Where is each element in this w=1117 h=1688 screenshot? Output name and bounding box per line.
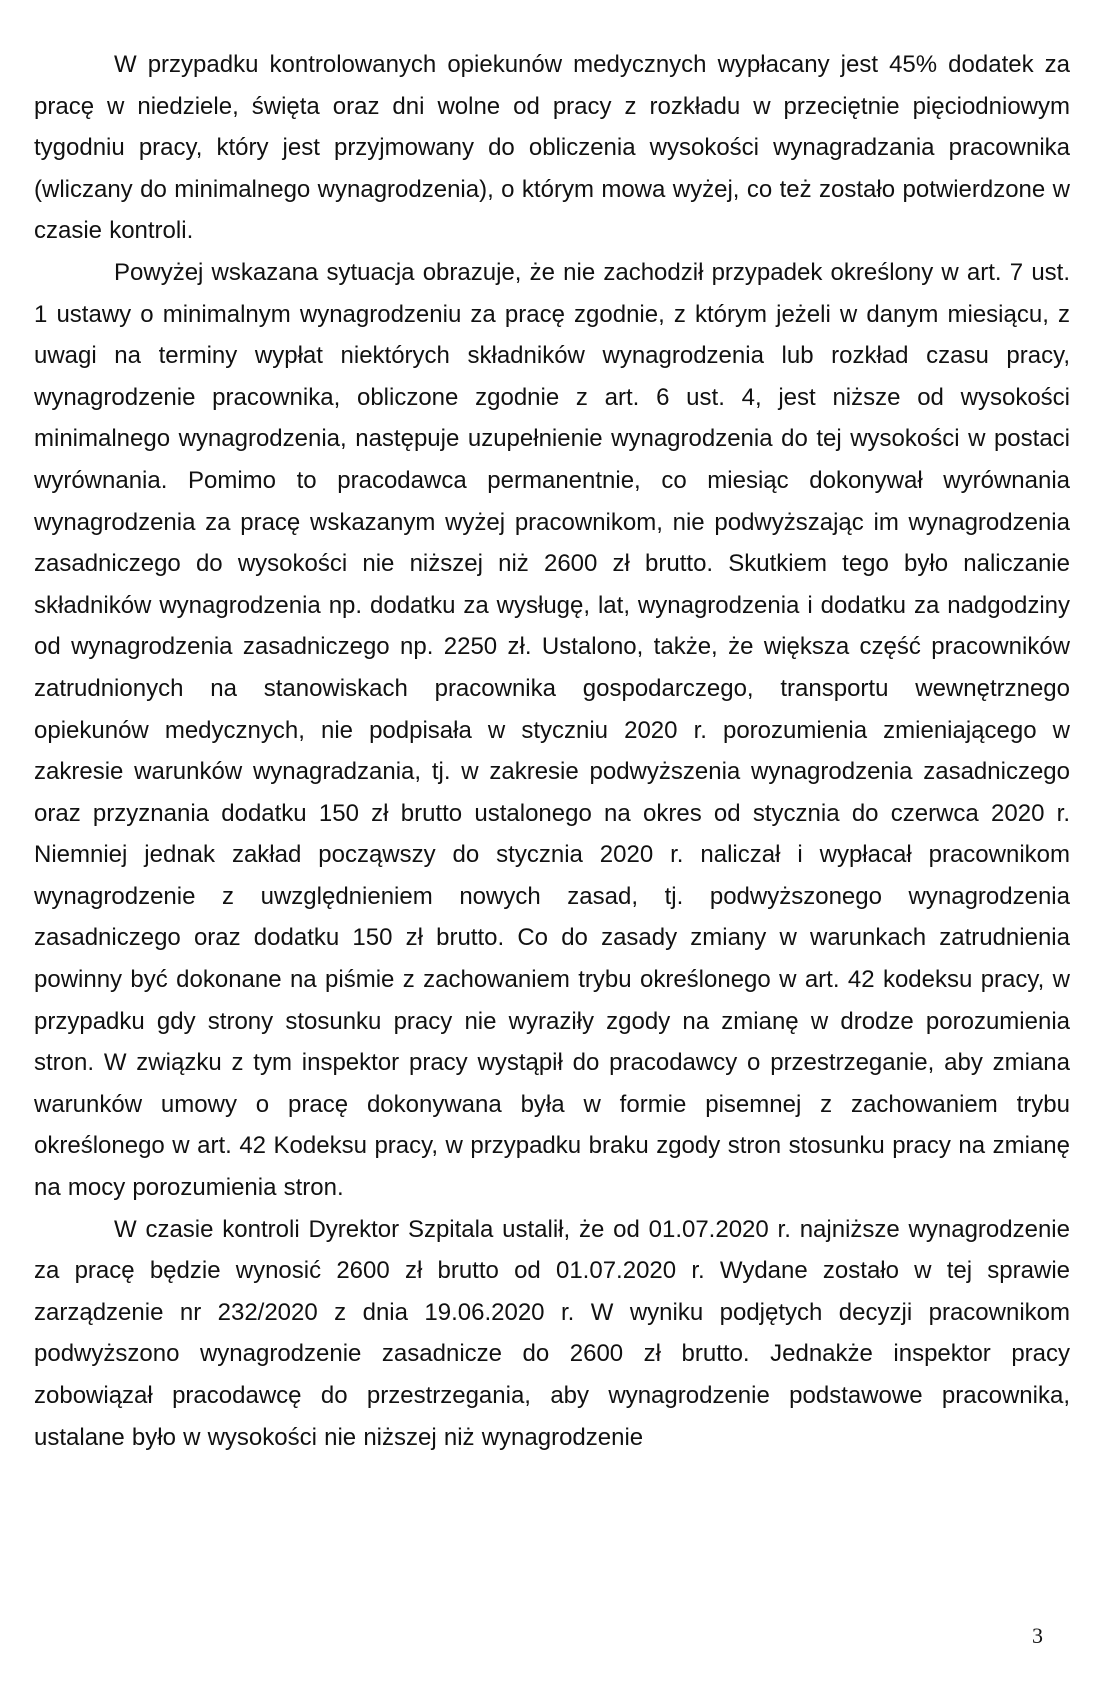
paragraph-medical-caregivers-bonus: W przypadku kontrolowanych opiekunów medycznych wypłacany jest 45% dodatek za pracę w niedziele, święta oraz dni wolne od pracy z rozkładu w przeciętnie pięciodniowym tygodniu pracy, który jest przyjmowany do obliczenia wysokości wynagradzania pracownika (wliczany do minimalnego wynagrodzenia), o którym mowa wyżej, co też zostało potwierdzone w czasie kontroli. bbox=[34, 51, 1070, 245]
document-page bbox=[34, 44, 1070, 1458]
paragraph-director-decision: W czasie kontroli Dyrektor Szpitala ustalił, że od 01.07.2020 r. najniższe wynagrodzenie za pracę będzie wynosić 2600 zł brutto od 01.07.2020 r. Wydane zostało w tej sprawie zarządzenie nr 232/2020 z dnia 19.06.2020 r. W wyniku podjętych decyzji pracownikom podwyższono wynagrodzenie zasadnicze do 2600 zł brutto. Jednakże inspektor pracy zobowiązał pracodawcę do przestrzegania, aby wynagrodzenie podstawowe pracownika, ustalane było w wysokości nie niższej niż wynagrodzenie bbox=[34, 1215, 1070, 1451]
paragraph-minimum-wage-findings: Powyżej wskazana sytuacja obrazuje, że nie zachodził przypadek określony w art. 7 ust. 1 ustawy o minimalnym wynagrodzeniu za pracę zgodnie, z którym jeżeli w danym miesiącu, z uwagi na terminy wypłat niektórych składników wynagrodzenia lub rozkład czasu pracy, wynagrodzenie pracownika, obliczone zgodnie z art. 6 ust. 4, jest niższe od wysokości minimalnego wynagrodzenia, następuje uzupełnienie wynagrodzenia do tej wysokości w postaci wyrównania. Pomimo to pracodawca permanentnie, co miesiąc dokonywał wyrównania wynagrodzenia za pracę wskazanym wyżej pracownikom, nie podwyższając im wynagrodzenia zasadniczego do wysokości nie niższej niż 2600 zł brutto. Skutkiem tego było naliczanie składników wynagrodzenia np. dodatku za wysługę, lat, wynagrodzenia i dodatku za nadgodziny od wynagrodzenia zasadniczego np. 2250 zł. Ustalono, także, że większa część pracowników zatrudnionych na stanowiskach pracownika gospodarczego, transportu wewnętrznego opiekunów medycznych, nie podpisała w styczniu 2020 r. porozumienia zmieniającego w zakresie warunków wynagradzania, tj. w zakresie podwyższenia wynagrodzenia zasadniczego oraz przyznania dodatku 150 zł brutto ustalonego na okres od stycznia do czerwca 2020 r. Niemniej jednak zakład począwszy do stycznia 2020 r. naliczał i wypłacał pracownikom wynagrodzenie z uwzględnieniem nowych zasad, tj. podwyższonego wynagrodzenia zasadniczego oraz dodatku 150 zł brutto. Co do zasady zmiany w warunkach zatrudnienia powinny być dokonane na piśmie z zachowaniem trybu określonego w art. 42 kodeksu pracy, w przypadku gdy strony stosunku pracy nie wyraziły zgody na zmianę w drodze porozumienia stron. W związku z tym inspektor pracy wystąpił do pracodawcy o przestrzeganie, aby zmiana warunków umowy o pracę dokonywana była w formie pisemnej z zachowaniem trybu określonego w art. 42 Kodeksu pracy, w przypadku braku zgody stron stosunku pracy na zmianę na mocy porozumienia stron. bbox=[34, 258, 1070, 1202]
page-number: 3 bbox=[1032, 1623, 1043, 1648]
